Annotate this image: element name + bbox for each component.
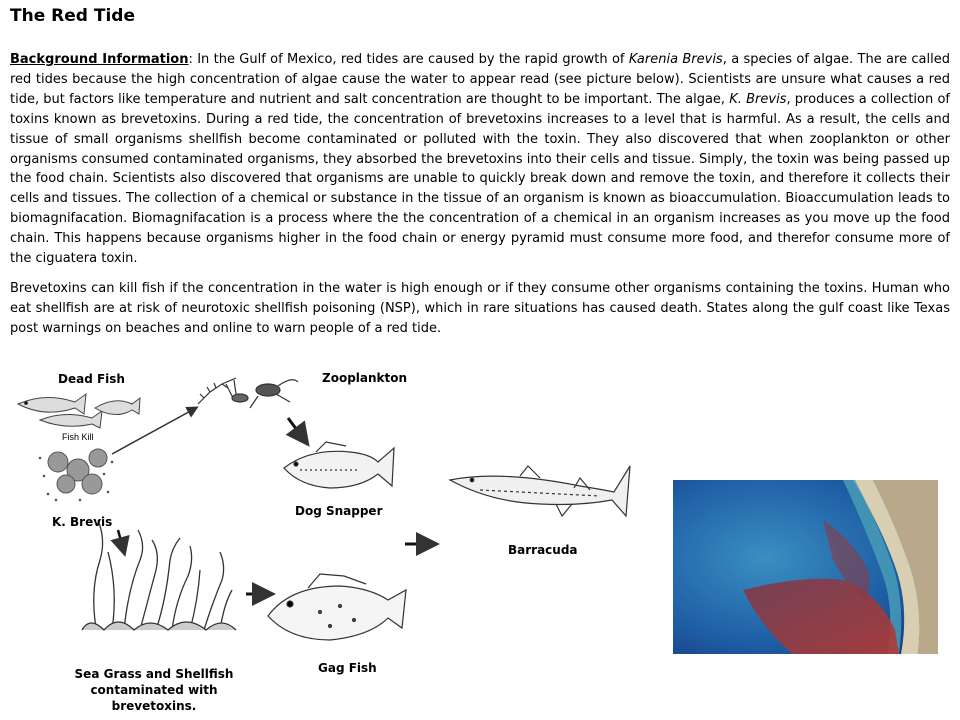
gag-fish-illustration: [268, 574, 406, 640]
k-brevis-illustration: [39, 449, 114, 501]
dog-snapper-illustration: [284, 442, 394, 488]
fish-kill-label: Fish Kill: [62, 432, 94, 442]
p1-text-a: : In the Gulf of Mexico, red tides are caused by the rapid growth of: [188, 52, 629, 67]
p1-species-abbrev: K. Brevis: [729, 91, 787, 107]
zooplankton-illustration: [198, 378, 298, 408]
dead-fish-illustration: [18, 394, 140, 428]
arrow-to-sea-grass: [118, 530, 124, 552]
arrow-to-dog-snapper: [288, 418, 306, 442]
p1-species-name: Karenia Brevis: [628, 52, 723, 67]
sea-grass-illustration: [82, 520, 236, 630]
p1-text-b: , a species of algae. The are called red tides because the high concentration of algae cause the water to appear read (see picture below). Scientists are unsure what causes a red tide, but factors like temperature and nutrient and salt concentration are thought to be important. The algae,: [10, 52, 950, 107]
k-brevis-label: K. Brevis: [52, 515, 113, 529]
p1-text-c: , produces a collection of toxins known as brevetoxins. During a red tide, the concentration of brevetoxins increases to a level that is harmful. As a result, the cells and tissue of small organisms shellfish become contaminated or polluted with the toxin. They also discovered that when zooplankton or other organisms consumed contaminated organisms, they absorbed the brevetoxins into their cells and tissue. Simply, the toxin was being passed up the food chain. Scientists also discovered that organisms are unable to quickly break down and remove the toxin, and therefore it collects their cells and tissues. The collection of a chemical or substance in the tissue of an organism is known as bioaccumulation. Bioaccumulation leads to biomagnifacation. Biomagnifacation is a process where the the concentration of a chemical in an organism increases as you move up the food chain. This happens because organisms higher in the food chain or energy pyramid must consume more food, and therefor consume more of the ciguatera toxin.: [10, 91, 950, 267]
brevetoxins-paragraph: Brevetoxins can kill fish if the concentration in the water is high enough or if they consume other organisms containing the toxins. Human who eat shellfish are at risk of neurotoxic shellfish poisoning (NSP), which in rare situations has caused death. States along the gulf coast like Texas post warnings on beaches and online to warn people of a red tide.: [10, 281, 950, 336]
gag-fish-label: Gag Fish: [318, 661, 377, 675]
dog-snapper-label: Dog Snapper: [295, 504, 383, 518]
dead-fish-label: Dead Fish: [58, 372, 125, 386]
zooplankton-label: Zooplankton: [322, 371, 408, 385]
page-title: The Red Tide: [10, 6, 135, 26]
background-heading: Background Information: [10, 52, 189, 67]
red-tide-aerial-photo: [673, 480, 938, 654]
arrow-to-zooplankton: [112, 408, 196, 454]
barracuda-label: Barracuda: [508, 543, 578, 557]
sea-grass-label: Sea Grass and Shellfish contaminated with brevetoxins.: [74, 667, 234, 713]
barracuda-illustration: [450, 466, 630, 516]
